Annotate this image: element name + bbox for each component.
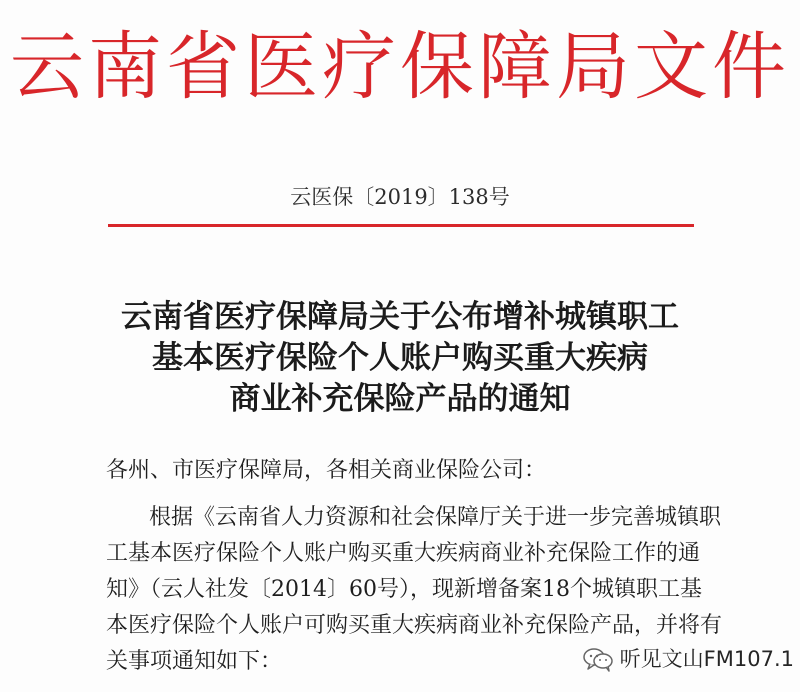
watermark-text: 听见文山FM107.1 xyxy=(619,647,794,671)
red-divider xyxy=(108,224,694,227)
document-number: 云医保〔2019〕138号 xyxy=(290,185,510,209)
body-line-3: 知》（云人社发〔2014〕60号），现新增备案18个城镇职工基 xyxy=(106,577,702,602)
notice-title-line-1: 云南省医疗保障局关于公布增补城镇职工 xyxy=(121,299,679,335)
document-header-title: 云南省医疗保障局文件 xyxy=(10,24,790,110)
notice-title xyxy=(0,297,800,420)
wechat-icon xyxy=(582,646,614,672)
wechat-watermark xyxy=(582,646,794,672)
body-line-2: 工基本医疗保险个人账户购买重大疾病商业补充保险工作的通 xyxy=(106,541,701,566)
body-line-1: 根据《云南省人力资源和社会保障厅关于进一步完善城镇职 xyxy=(149,505,722,530)
notice-title-line-2: 基本医疗保险个人账户购买重大疾病 xyxy=(152,340,648,376)
body-line-4: 本医疗保险个人账户可购买重大疾病商业补充保险产品，并将有 xyxy=(106,613,723,638)
notice-title-line-3: 商业补充保险产品的通知 xyxy=(229,381,571,417)
body-line-5: 关事项通知如下： xyxy=(106,649,283,674)
salutation: 各州、市医疗保障局，各相关商业保险公司： xyxy=(106,458,547,483)
